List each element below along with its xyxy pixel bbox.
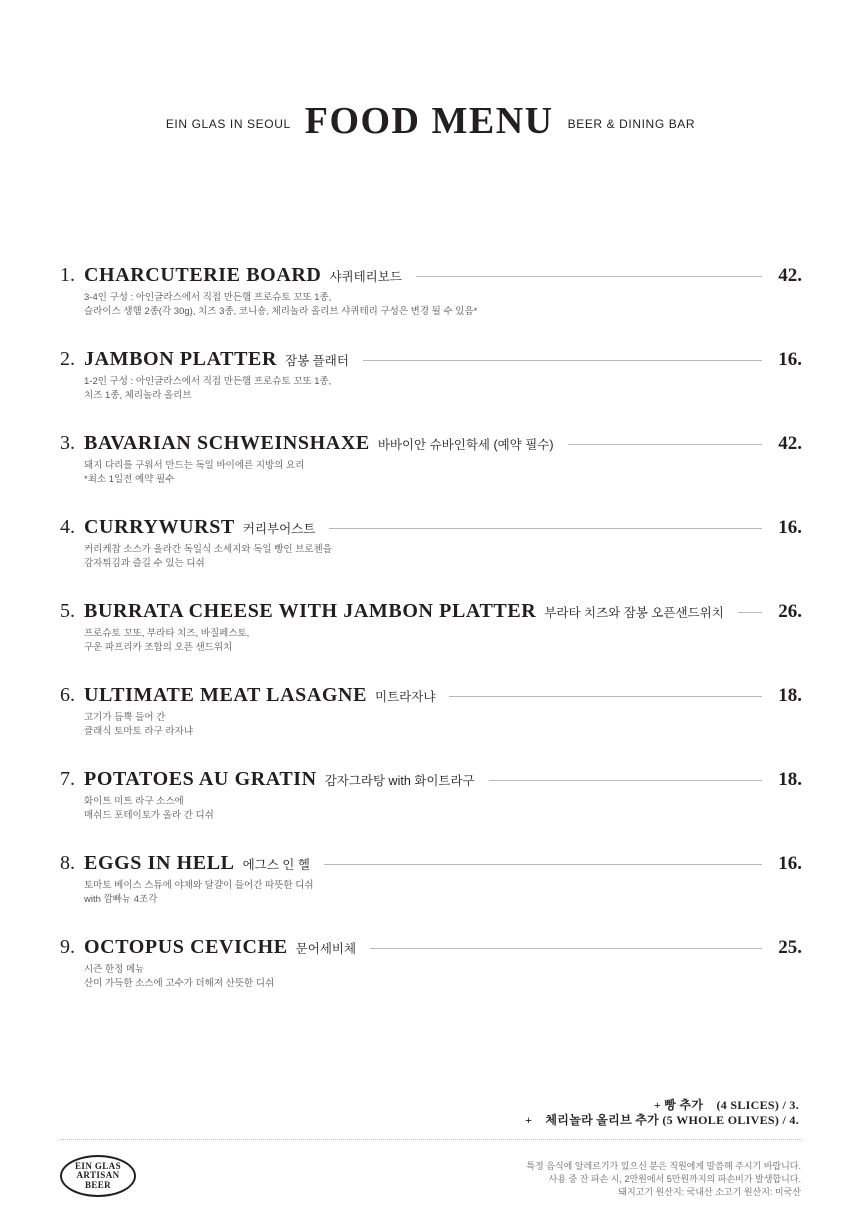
add-on-options bbox=[525, 1098, 799, 1128]
item-description-line: 프로슈토 꼬또, 부라타 치즈, 바질페스토, bbox=[84, 628, 250, 639]
item-korean-name: 감자그라탕 with 화이트라구 bbox=[324, 774, 475, 788]
item-description-line: 매쉬드 포테이토가 올라 간 디쉬 bbox=[84, 810, 214, 821]
menu-item-jambon-platter bbox=[60, 348, 802, 403]
item-korean-name: 커리부어스트 bbox=[242, 522, 316, 536]
dotted-leader-line bbox=[449, 696, 762, 697]
item-name: BAVARIAN SCHWEINSHAXE bbox=[84, 432, 370, 454]
menu-header bbox=[0, 96, 861, 146]
item-description-line: 산미 가득한 소스에 고수가 더해져 산뜻한 디쉬 bbox=[84, 978, 275, 989]
item-korean-name: 문어세비체 bbox=[295, 942, 357, 956]
item-name: BURRATA CHEESE WITH JAMBON PLATTER bbox=[84, 600, 537, 622]
item-description-line: 클래식 토마토 라구 라자냐 bbox=[84, 726, 193, 737]
add-on-bread: + 빵 추가 (4 SLICES) / 3. bbox=[653, 1098, 799, 1112]
item-name: CHARCUTERIE BOARD bbox=[84, 264, 322, 286]
item-number: 2. bbox=[60, 348, 75, 370]
dotted-leader-line bbox=[489, 780, 762, 781]
item-price: 42. bbox=[778, 433, 802, 454]
dotted-leader-line bbox=[416, 276, 762, 277]
ein-glas-logo bbox=[60, 1155, 136, 1197]
menu-item-bavarian-schweinshaxe bbox=[60, 432, 802, 487]
item-number: 4. bbox=[60, 516, 75, 538]
dotted-leader-line bbox=[738, 612, 762, 613]
item-price: 16. bbox=[778, 349, 802, 370]
item-description-line: 감자튀김과 즐길 수 있는 디쉬 bbox=[84, 558, 205, 569]
item-description-line: 시즌 한정 메뉴 bbox=[84, 964, 145, 975]
logo-line: EIN GLAS bbox=[75, 1160, 121, 1171]
item-description-line: 돼지 다리를 구워서 만드는 독일 바이에른 지방의 요리 bbox=[84, 460, 305, 471]
logo-line: BEER bbox=[84, 1179, 112, 1190]
item-price: 18. bbox=[778, 769, 802, 790]
logo-line: ARTISAN bbox=[76, 1170, 120, 1181]
menu-item-currywurst bbox=[60, 516, 802, 571]
item-price: 26. bbox=[778, 601, 802, 622]
add-on-olives: + 체리놀라 올리브 추가 (5 WHOLE OLIVES) / 4. bbox=[525, 1113, 799, 1127]
item-description-line: 커리케찹 소스가 올라간 독일식 소세지와 독일 빵인 브로첸을 bbox=[84, 544, 332, 555]
menu-item-burrata-cheese bbox=[60, 600, 802, 655]
menu-item-eggs-in-hell bbox=[60, 852, 802, 907]
dotted-leader-line bbox=[324, 864, 762, 865]
item-price: 42. bbox=[778, 265, 802, 286]
item-description-line: 3-4인 구성 : 아인글라스에서 직접 만든햄 프로슈토 꼬또 1종, bbox=[84, 292, 332, 303]
item-number: 1. bbox=[60, 264, 75, 286]
item-korean-name: 잠봉 플래터 bbox=[285, 354, 349, 368]
item-name: EGGS IN HELL bbox=[84, 852, 235, 874]
item-korean-name: 부라타 치즈와 잠봉 오픈샌드위치 bbox=[544, 606, 724, 620]
footer-divider bbox=[60, 1139, 802, 1140]
item-korean-name: 샤퀴테리보드 bbox=[329, 270, 402, 284]
allergy-note: 특정 음식에 알레르기가 있으신 분은 직원에게 말씀해 주시기 바랍니다. bbox=[526, 1161, 801, 1171]
item-name: JAMBON PLATTER bbox=[84, 348, 278, 370]
item-number: 9. bbox=[60, 936, 75, 958]
item-name: POTATOES AU GRATIN bbox=[84, 768, 317, 790]
dotted-leader-line bbox=[329, 528, 762, 529]
item-description-line: 치즈 1종, 체리놀라 올리브 bbox=[84, 390, 192, 401]
item-number: 5. bbox=[60, 600, 75, 622]
menu-item-charcuterie-board bbox=[60, 264, 802, 319]
item-description-line: 화이트 미트 라구 소스에 bbox=[84, 796, 184, 807]
item-description-line: 슬라이스 생햄 2종(각 30g), 치즈 3종, 코니숑, 체리놀라 올리브 샤퀴테리 구성은 변경 될 수 있음* bbox=[84, 306, 478, 317]
item-name: OCTOPUS CEVICHE bbox=[84, 936, 288, 958]
origin-note: 돼지고기 원산지: 국내산 소고기 원산지: 미국산 bbox=[618, 1187, 801, 1197]
item-description-line: with 깜빠뉴 4조각 bbox=[84, 894, 158, 905]
item-name: ULTIMATE MEAT LASAGNE bbox=[84, 684, 368, 706]
item-korean-name: 미트라자냐 bbox=[375, 690, 436, 704]
item-korean-name: 에그스 인 헬 bbox=[242, 858, 310, 872]
item-price: 16. bbox=[778, 517, 802, 538]
item-description-line: 고기가 듬뿍 들어 간 bbox=[84, 712, 166, 723]
footer-notes bbox=[526, 1160, 801, 1199]
item-number: 7. bbox=[60, 768, 75, 790]
item-description-line: 구운 파프리카 조합의 오픈 샌드위치 bbox=[84, 642, 233, 653]
menu-item-ultimate-meat-lasagne bbox=[60, 684, 802, 739]
item-name: CURRYWURST bbox=[84, 516, 235, 538]
item-number: 3. bbox=[60, 432, 75, 454]
item-description-line: 토마토 베이스 스튜에 야채와 달걀이 들어간 따뜻한 디쉬 bbox=[84, 880, 314, 891]
item-number: 6. bbox=[60, 684, 75, 706]
item-number: 8. bbox=[60, 852, 75, 874]
item-description-line: 1-2인 구성 : 아인글라스에서 직접 만든햄 프로슈토 꼬또 1종, bbox=[84, 376, 332, 387]
menu-item-octopus-ceviche bbox=[60, 936, 802, 991]
header-left-text: EIN GLAS IN SEOUL bbox=[165, 117, 291, 131]
menu-title: FOOD MENU bbox=[304, 100, 554, 142]
item-price: 16. bbox=[778, 853, 802, 874]
dotted-leader-line bbox=[370, 948, 762, 949]
header-right-text: BEER & DINING BAR bbox=[567, 117, 696, 131]
item-price: 18. bbox=[778, 685, 802, 706]
item-description-line: *최소 1일전 예약 필수 bbox=[84, 474, 175, 485]
menu-item-potatoes-au-gratin bbox=[60, 768, 802, 823]
item-price: 25. bbox=[778, 937, 802, 958]
dotted-leader-line bbox=[363, 360, 762, 361]
glass-damage-note: 사용 중 잔 파손 시, 2만원에서 5만원까지의 파손비가 발생합니다. bbox=[548, 1174, 801, 1184]
item-korean-name: 바바이안 슈바인학세 (예약 필수) bbox=[377, 438, 554, 452]
dotted-leader-line bbox=[568, 444, 762, 445]
